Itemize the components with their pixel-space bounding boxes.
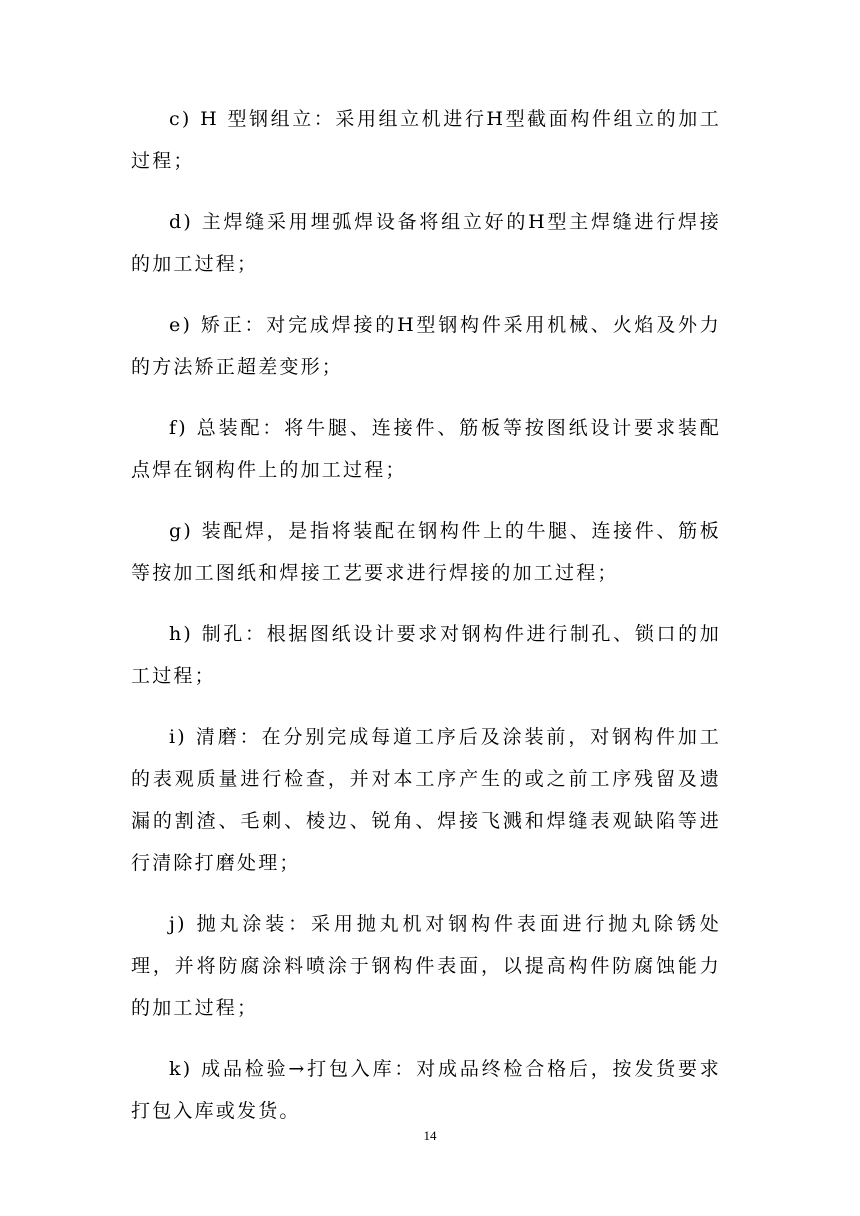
paragraph-i: i) 清磨：在分别完成每道工序后及涂装前，对钢构件加工的表观质量进行检查，并对本工序产生的或之前工序残留及遗漏的割渣、毛刺、棱边、锐角、焊接飞溅和焊缝表观缺陷等进行清除打磨处理； (131, 726, 721, 874)
paragraph-h: h) 制孔：根据图纸设计要求对钢构件进行制孔、锁口的加工过程； (131, 623, 721, 687)
paragraph-c: c) H 型钢组立：采用组立机进行H型截面构件组立的加工过程； (131, 108, 721, 172)
paragraph-g: g) 装配焊，是指将装配在钢构件上的牛腿、连接件、筋板等按加工图纸和焊接工艺要求进行焊接的加工过程； (131, 520, 721, 584)
paragraph-j: j) 抛丸涂装：采用抛丸机对钢构件表面进行抛丸除锈处理，并将防腐涂料喷涂于钢构件表面，以提高构件防腐蚀能力的加工过程； (131, 913, 721, 1019)
paragraph-d: d) 主焊缝采用埋弧焊设备将组立好的H型主焊缝进行焊接的加工过程； (131, 211, 721, 275)
paragraph-e: e) 矫正：对完成焊接的H型钢构件采用机械、火焰及外力的方法矫正超差变形； (131, 314, 721, 378)
paragraph-f: f) 总装配：将牛腿、连接件、筋板等按图纸设计要求装配点焊在钢构件上的加工过程； (131, 417, 721, 481)
paragraph-k: k) 成品检验→打包入库：对成品终检合格后，按发货要求打包入库或发货。 (131, 1058, 721, 1122)
page-number: 14 (423, 1128, 437, 1143)
body-text (131, 98, 721, 1151)
